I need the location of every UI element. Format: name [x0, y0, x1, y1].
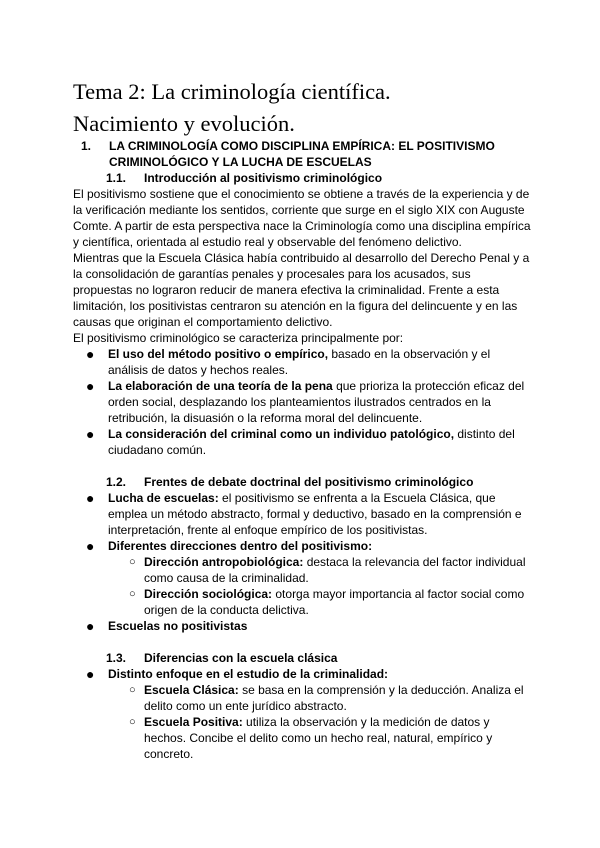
spacer	[73, 458, 533, 474]
sub-list-item	[108, 554, 533, 586]
bullet-icon: ●	[86, 666, 95, 682]
sub-list-item-bold: Escuela Positiva:	[144, 715, 243, 729]
list-item	[73, 490, 533, 538]
title-line-1: Tema 2: La criminología científica.	[73, 79, 391, 104]
circle-bullet-icon: ○	[129, 588, 136, 600]
title-line-2: Nacimiento y evolución.	[73, 111, 295, 136]
section-heading-text: LA CRIMINOLOGÍA COMO DISCIPLINA EMPÍRICA: EL POSITIVISMO CRIMINOLÓGICO Y LA LUCHA DE ESCUELAS	[109, 139, 495, 169]
subsection-number: 1.3.	[106, 651, 127, 665]
sub-list-item	[108, 682, 533, 714]
sub-list-item	[108, 714, 533, 762]
list-item-bold: La elaboración de una teoría de la pena	[108, 379, 333, 393]
bullet-icon: ●	[86, 538, 95, 554]
list-item-text: distinto del ciudadano común.	[108, 427, 515, 457]
list-item	[73, 426, 533, 458]
bullet-icon: ●	[86, 426, 95, 442]
page-title	[73, 76, 573, 140]
list-item-bold: Lucha de escuelas:	[108, 491, 219, 505]
list-item-text: el positivismo se enfrenta a la Escuela Clásica, que emplea un método abstracto, formal y deductivo, basado en la comprensión e interpretación, frente al enfoque empírico de los positivistas.	[108, 491, 522, 537]
circle-bullet-icon: ○	[129, 716, 136, 728]
subsection-heading-1-1	[73, 170, 533, 186]
subsection-heading-text: Diferencias con la escuela clásica	[144, 651, 338, 665]
subsection-heading-1-3	[73, 650, 533, 666]
sub-bullet-list	[108, 682, 533, 762]
bullet-list	[73, 490, 533, 634]
sub-list-item-bold: Dirección antropobiológica:	[144, 555, 304, 569]
sub-list-item-text: otorga mayor importancia al factor social como origen de la conducta delictiva.	[144, 587, 525, 617]
spacer	[73, 634, 533, 650]
subsection-number: 1.2.	[106, 475, 127, 489]
subsection-number: 1.1.	[106, 171, 127, 185]
subsection-heading-text: Frentes de debate doctrinal del positivismo criminológico	[144, 475, 474, 489]
list-item	[73, 618, 533, 634]
paragraph: El positivismo criminológico se caracteriza principalmente por:	[73, 331, 404, 345]
list-item-bold: Distinto enfoque en el estudio de la criminalidad:	[108, 667, 389, 681]
document-body	[73, 138, 533, 762]
list-item-text: que prioriza la protección eficaz del orden social, desplazando los planteamientos ilustrados centrados en la retribución, la disuasión o la reforma moral del delincuente.	[108, 379, 525, 425]
sub-list-item-text: se basa en la comprensión y la deducción. Analiza el delito como un ente jurídico abstracto.	[144, 683, 524, 713]
list-item	[73, 346, 533, 378]
sub-list-item	[108, 586, 533, 618]
sub-list-item-bold: Escuela Clásica:	[144, 683, 239, 697]
paragraph: El positivismo sostiene que el conocimiento se obtiene a través de la experiencia y de la verificación mediante los sentidos, corriente que surge en el siglo XIX con Auguste Comte. A partir de esta perspectiva nace la Criminología como una disciplina empírica y científica, orientada al estudio real y observable del fenómeno delictivo.	[73, 187, 531, 249]
list-item-bold: El uso del método positivo o empírico,	[108, 347, 329, 361]
circle-bullet-icon: ○	[129, 684, 136, 696]
bullet-icon: ●	[86, 346, 95, 362]
sub-bullet-list	[108, 554, 533, 618]
bullet-icon: ●	[86, 490, 95, 506]
subsection-heading-1-2	[73, 474, 533, 490]
list-item-bold: La consideración del criminal como un individuo patológico,	[108, 427, 455, 441]
list-item	[73, 538, 533, 618]
list-item	[73, 666, 533, 762]
bullet-list	[73, 346, 533, 458]
bullet-list	[73, 666, 533, 762]
sub-list-item-text: destaca la relevancia del factor individual como causa de la criminalidad.	[144, 555, 526, 585]
circle-bullet-icon: ○	[129, 556, 136, 568]
bullet-icon: ●	[86, 618, 95, 634]
section-heading-1	[73, 138, 533, 170]
sub-list-item-bold: Dirección sociológica:	[144, 587, 273, 601]
subsection-heading-text: Introducción al positivismo criminológico	[144, 171, 383, 185]
paragraph: Mientras que la Escuela Clásica había contribuido al desarrollo del Derecho Penal y a la consolidación de garantías penales y procesales para los acusados, sus propuestas no lograron reducir de manera efectiva la criminalidad. Frente a esta limitación, los positivistas centraron su atención en la figura del delincuente y en las causas que originan el comportamiento delictivo.	[73, 251, 530, 329]
bullet-icon: ●	[86, 378, 95, 394]
list-item-text: basado en la observación y el análisis de datos y hechos reales.	[108, 347, 491, 377]
list-item-bold: Escuelas no positivistas	[108, 619, 248, 633]
section-number: 1.	[81, 139, 92, 153]
list-item	[73, 378, 533, 426]
list-item-bold: Diferentes direcciones dentro del positivismo:	[108, 539, 373, 553]
sub-list-item-text: utiliza la observación y la medición de datos y hechos. Concibe el delito como un hecho real, natural, empírico y concreto.	[144, 715, 493, 761]
